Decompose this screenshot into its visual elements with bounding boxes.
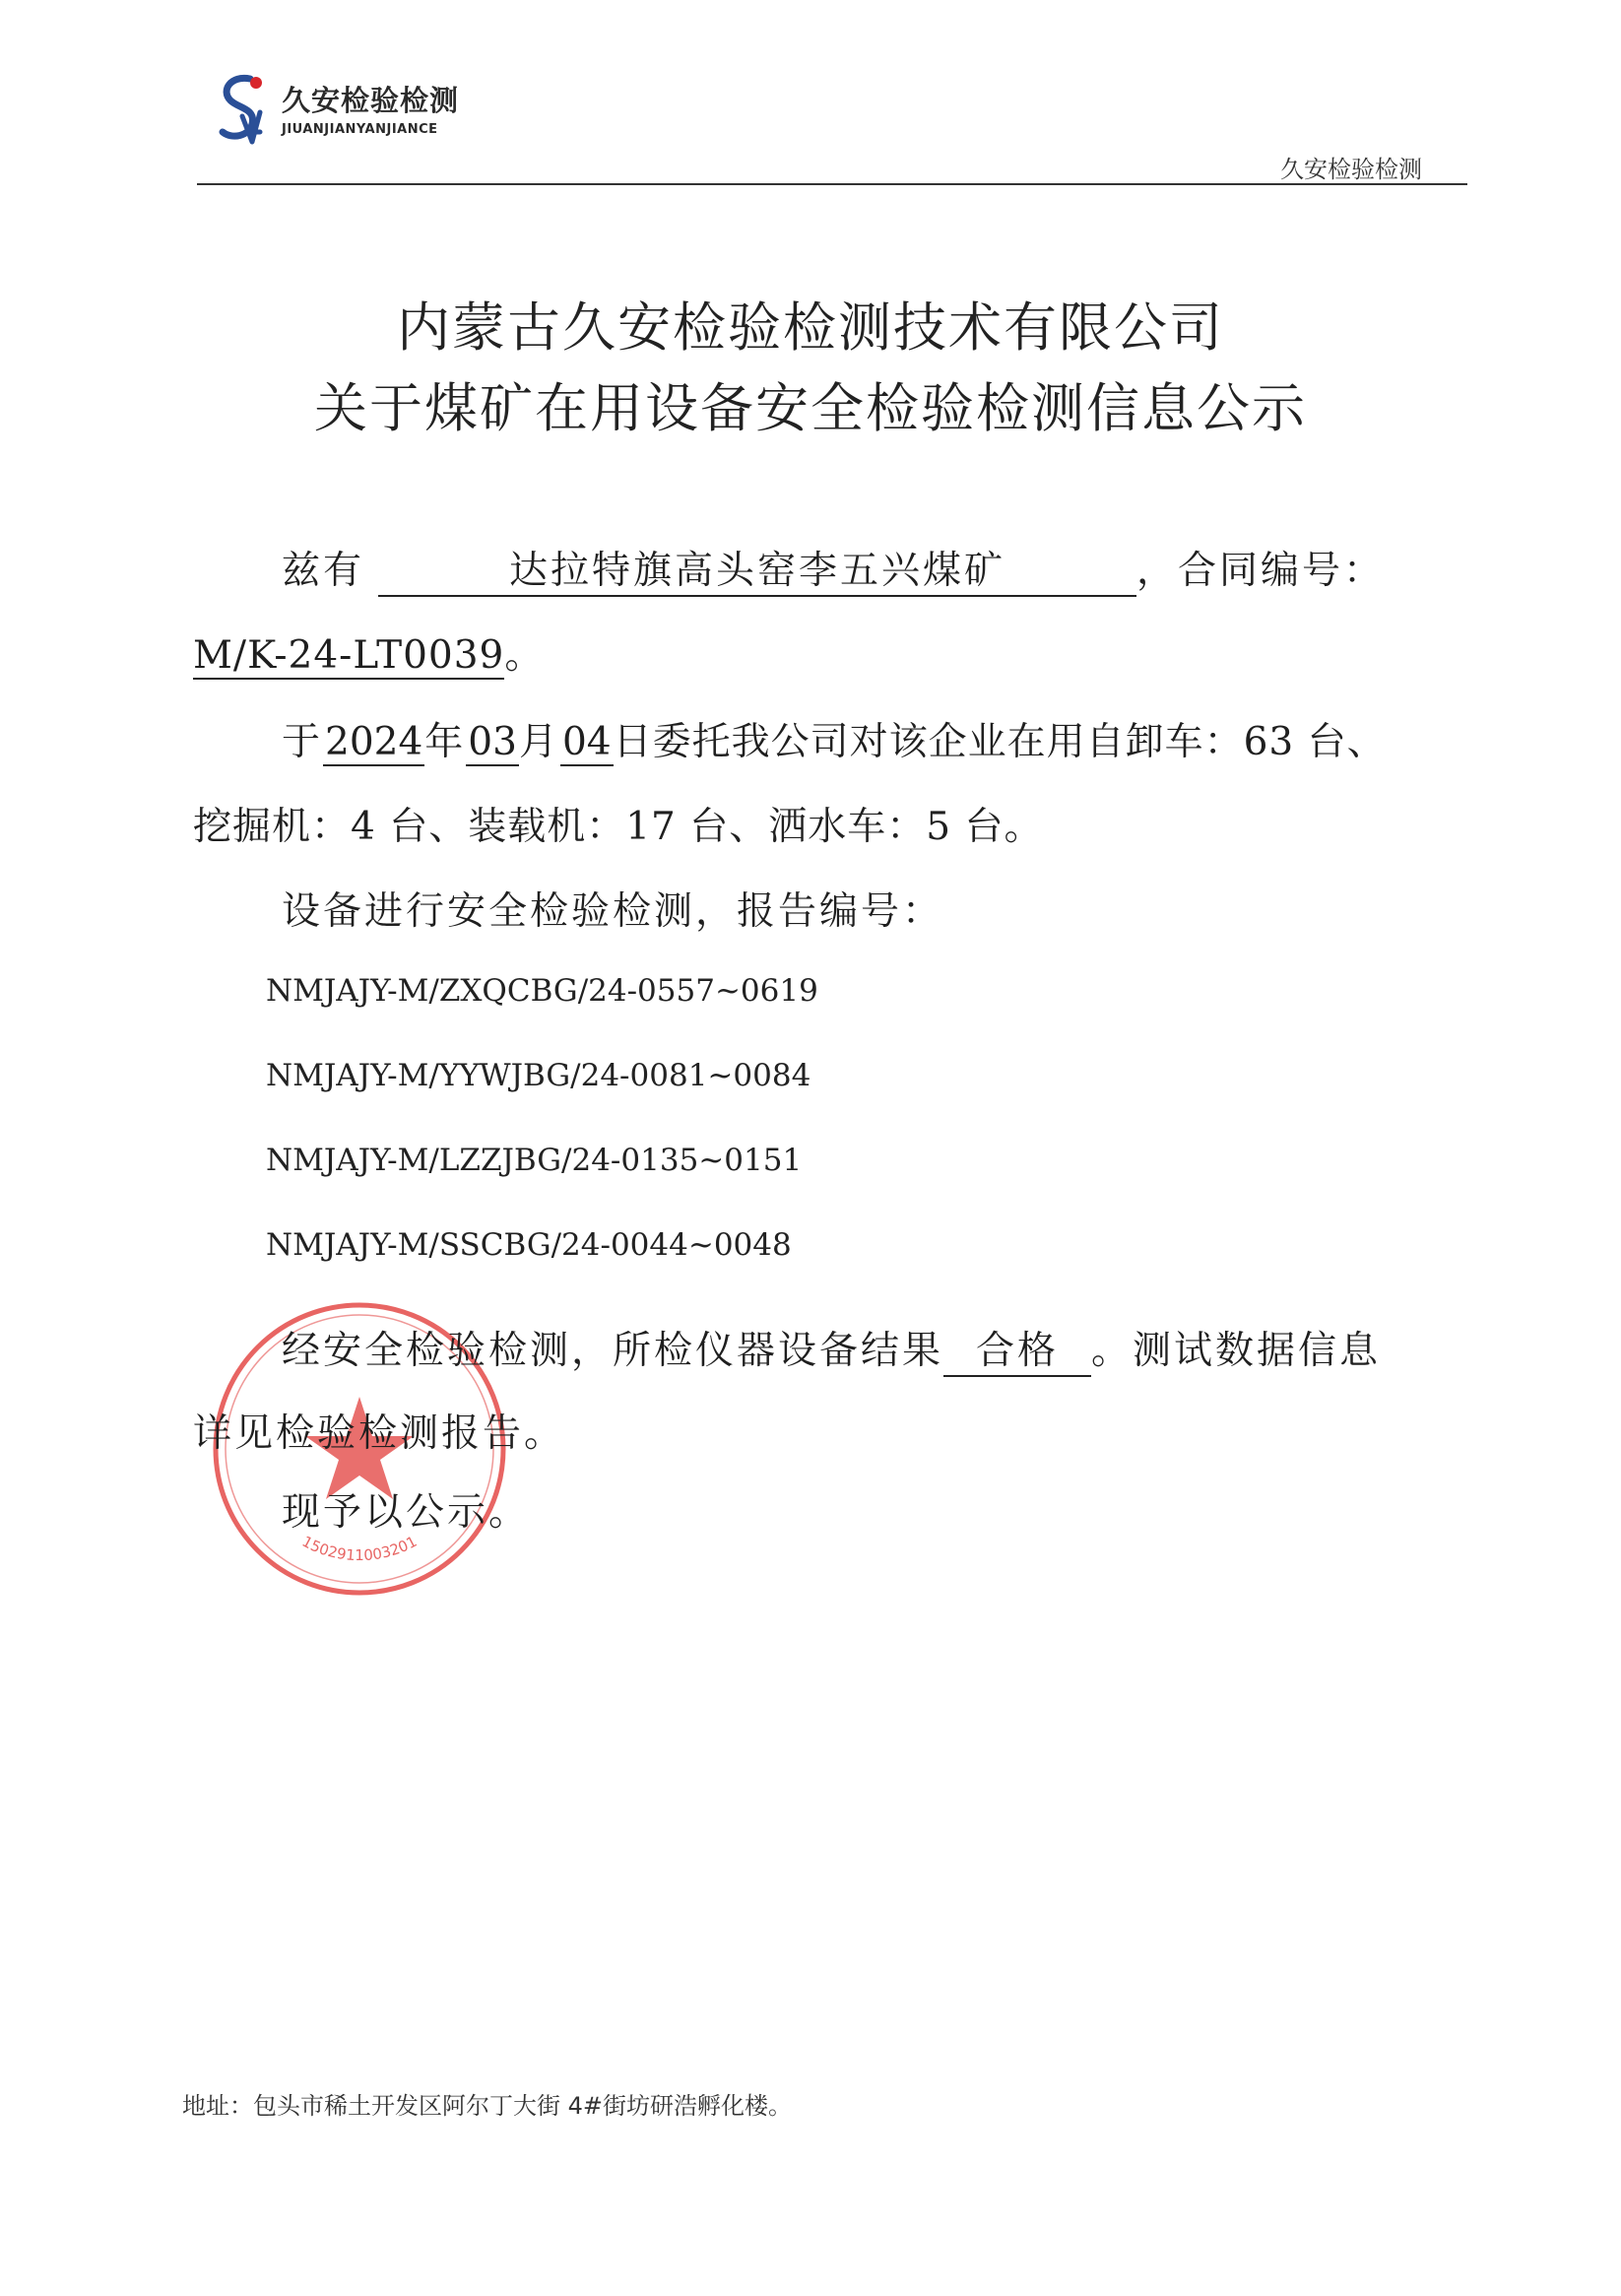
logo-chinese-name: 久安检验检测 <box>282 84 460 117</box>
p2-line1-rest: 日委托我公司对该企业在用自卸车：63 台、 <box>613 720 1387 764</box>
paragraph-4-line-1 <box>282 1320 1381 1377</box>
seal-number: 1502911003201 <box>298 1532 421 1565</box>
paragraph-5: 现予以公示。 <box>282 1490 531 1535</box>
logo-english-name: JIUANJIANYANJIANCE <box>282 122 438 137</box>
date-day: 04 <box>561 720 612 764</box>
header-right-label: 久安检验检测 <box>1280 156 1422 183</box>
paragraph-2-line-2: 挖掘机：4 台、装载机：17 台、洒水车：5 台。 <box>193 805 1044 849</box>
company-logo-icon <box>213 73 274 146</box>
paragraph-3: 设备进行安全检验检测，报告编号： <box>282 889 944 934</box>
p4-prefix: 经安全检验检测，所检仪器设备结果 <box>282 1329 944 1373</box>
contract-number: M/K-24-LT0039 <box>193 633 505 678</box>
header-divider <box>197 183 1467 185</box>
paragraph-4-line-2: 详见检验检测报告。 <box>193 1411 566 1456</box>
paragraph-1-line-2 <box>193 624 546 680</box>
title-line-1: 内蒙古久安检验检测技术有限公司 <box>397 296 1224 359</box>
p2-yu: 于 <box>282 720 324 764</box>
title-line-2: 关于煤矿在用设备安全检验检测信息公示 <box>314 377 1307 439</box>
p1-prefix: 兹有 <box>282 549 365 593</box>
paragraph-2-line-1 <box>282 711 1387 766</box>
contract-label: ，合同编号： <box>1136 549 1386 593</box>
date-month: 03 <box>468 720 517 764</box>
p4-suffix: 。测试数据信息 <box>1091 1329 1382 1373</box>
p1-end: 。 <box>504 633 547 678</box>
report-code-2: NMJAJY-M/YYWJBG/24-0081~0084 <box>266 1058 811 1093</box>
company-name: 达拉特旗高头窑李五兴煤矿 <box>378 540 1136 597</box>
footer-address: 地址：包头市稀土开发区阿尔丁大街 4#街坊研浩孵化楼。 <box>182 2092 793 2120</box>
paragraph-1-line-1 <box>282 540 1385 597</box>
month-unit: 月 <box>518 720 560 764</box>
report-code-1: NMJAJY-M/ZXQCBG/24-0557~0619 <box>266 973 818 1009</box>
inspection-result: 合格 <box>943 1320 1091 1377</box>
report-code-4: NMJAJY-M/SSCBG/24-0044~0048 <box>266 1227 792 1263</box>
report-code-3: NMJAJY-M/LZZJBG/24-0135~0151 <box>266 1143 803 1178</box>
year-unit: 年 <box>424 720 467 764</box>
date-year: 2024 <box>325 720 423 764</box>
